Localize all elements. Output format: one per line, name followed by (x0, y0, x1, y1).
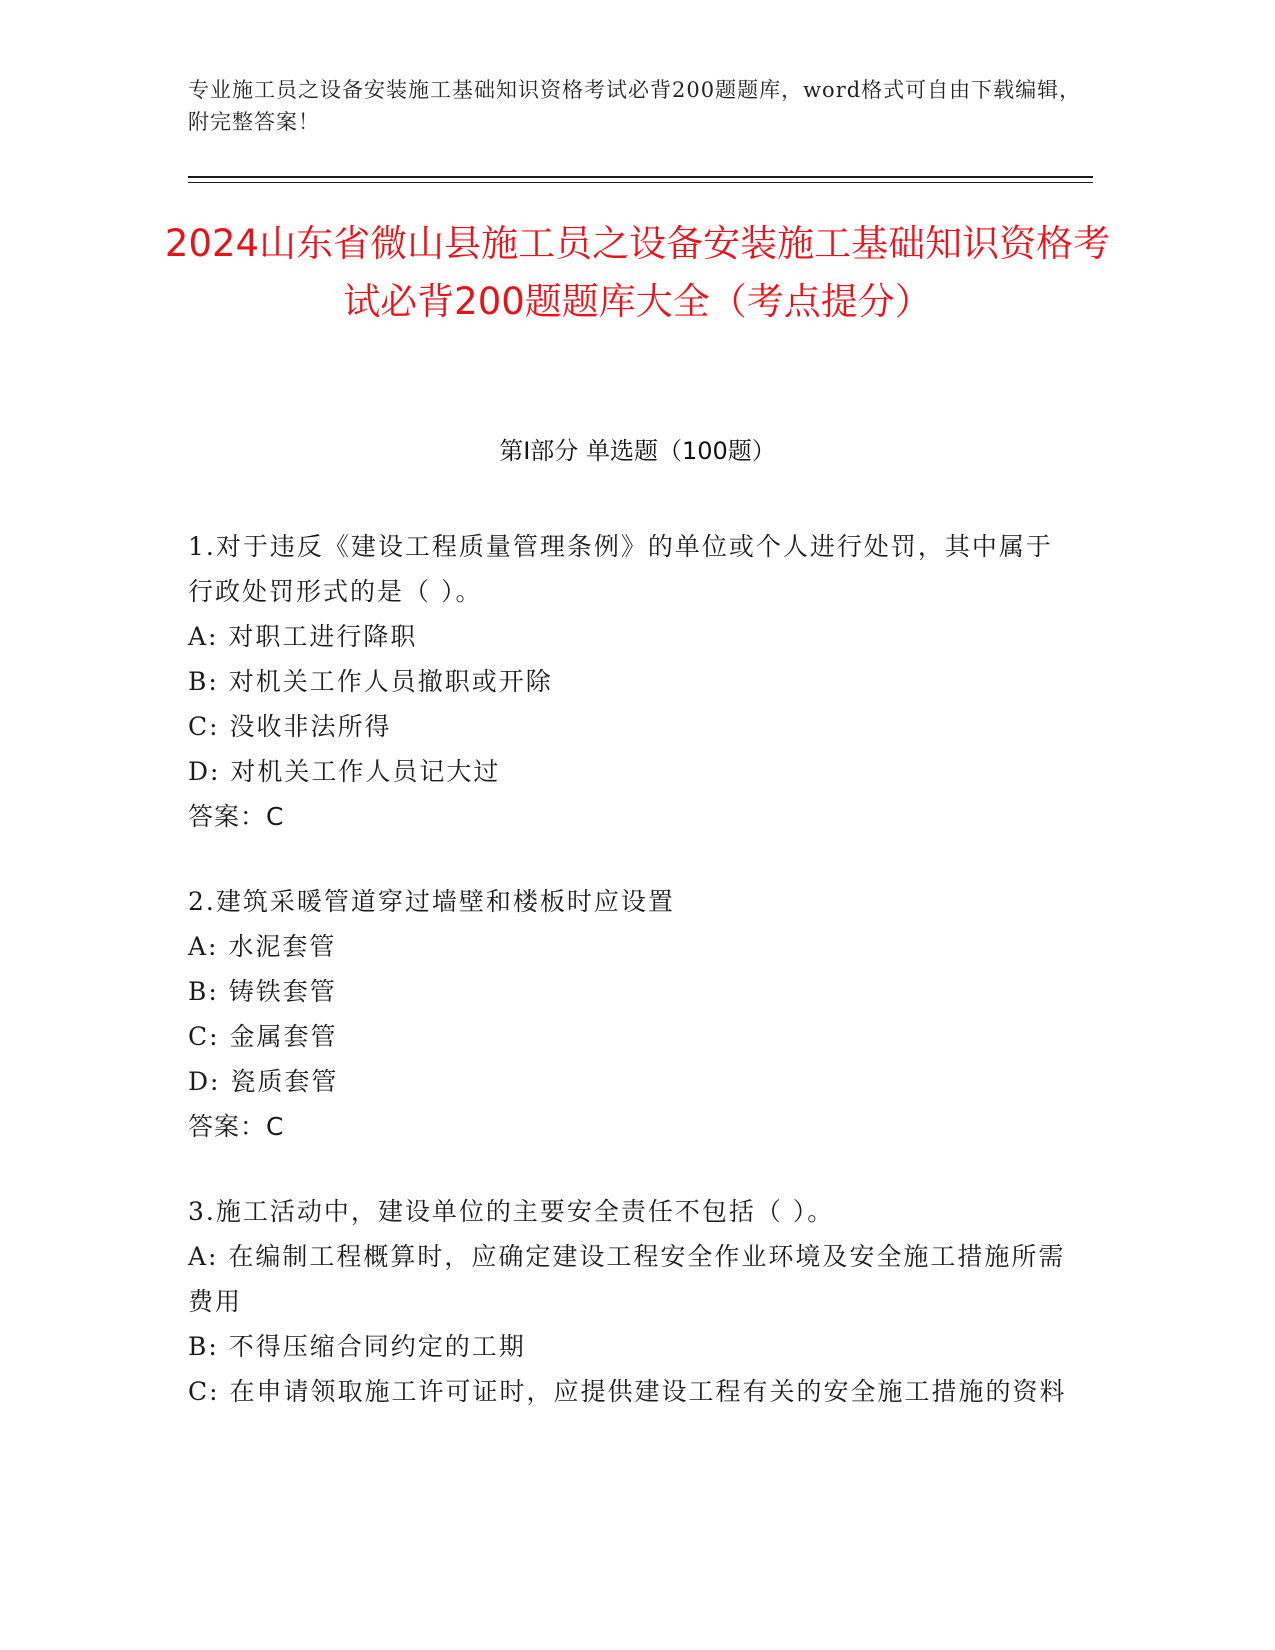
option-c: C: 没收非法所得 (188, 712, 392, 741)
option-b: B: 不得压缩合同约定的工期 (188, 1332, 526, 1361)
question-stem: 1.对于违反《建设工程质量管理条例》的单位或个人进行处罚，其中属于行政处罚形式的是（ ）。 (188, 532, 1053, 606)
question-3 (188, 1189, 1078, 1414)
option-d: D: 瓷质套管 (188, 1067, 339, 1096)
answer: 答案：C (188, 1112, 285, 1141)
header-divider-thick (188, 176, 1093, 178)
answer: 答案：C (188, 802, 285, 831)
question-2 (188, 879, 1078, 1149)
question-1 (188, 524, 1078, 839)
document-title: 2024山东省微山县施工员之设备安装施工基础知识资格考试必背200题题库大全（考点提分） (164, 222, 1111, 323)
option-b: B: 铸铁套管 (188, 977, 337, 1006)
option-d: D: 对机关工作人员记大过 (188, 757, 501, 786)
section-heading: 第Ⅰ部分 单选题（100题） (499, 437, 776, 465)
question-list (188, 524, 1078, 1454)
option-a: A: 水泥套管 (188, 932, 337, 961)
option-b: B: 对机关工作人员撤职或开除 (188, 667, 553, 696)
header-note: 专业施工员之设备安装施工基础知识资格考试必背200题题库，word格式可自由下载编辑，附完整答案！ (188, 78, 1082, 134)
question-stem: 3.施工活动中，建设单位的主要安全责任不包括（ ）。 (188, 1197, 835, 1226)
option-a: A: 对职工进行降职 (188, 622, 418, 651)
question-stem: 2.建筑采暖管道穿过墙壁和楼板时应设置 (188, 887, 675, 916)
header-divider-thin (188, 182, 1093, 183)
option-c: C: 在申请领取施工许可证时，应提供建设工程有关的安全施工措施的资料 (188, 1377, 1067, 1406)
option-a: A: 在编制工程概算时，应确定建设工程安全作业环境及安全施工措施所需费用 (188, 1242, 1066, 1316)
option-c: C: 金属套管 (188, 1022, 338, 1051)
